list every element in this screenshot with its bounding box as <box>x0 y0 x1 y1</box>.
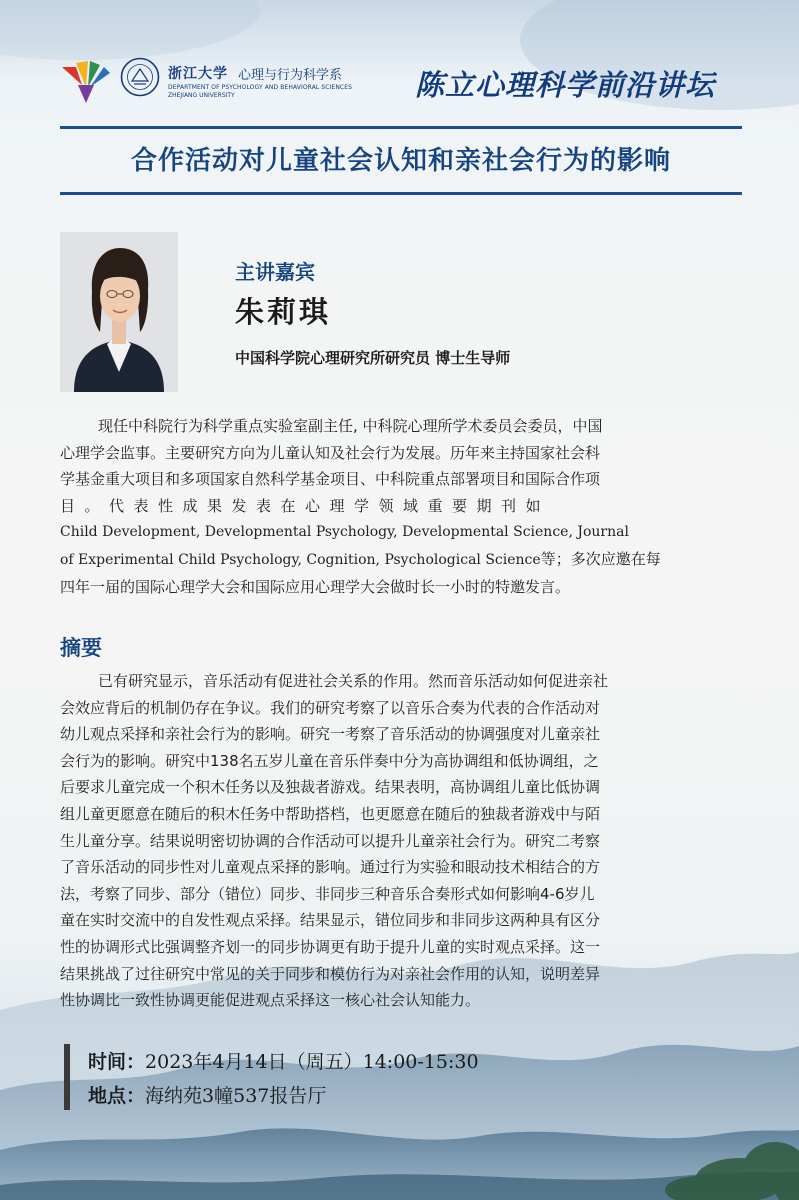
bio-line: 现任中科院行为科学重点实验室副主任, 中科院心理所学术委员会委员，中国 <box>98 417 603 435</box>
bio-journals: of Experimental Child Psychology, Cognition, Psychological Science <box>60 551 541 568</box>
speaker-name: 朱莉琪 <box>235 295 332 329</box>
university-name-en: ZHEJIANG UNIVERSITY <box>168 92 235 99</box>
university-name: 浙江大学 <box>168 66 228 82</box>
top-rule <box>60 126 742 129</box>
place-value: 海纳苑3幢537报告厅 <box>145 1085 327 1107</box>
place-label: 地点： <box>88 1085 146 1107</box>
department-name-cn: 心理与行为科学系 <box>238 68 343 83</box>
zju-seal-logo-icon <box>120 57 160 97</box>
event-time <box>88 1047 479 1074</box>
abstract-line: 结果挑战了过往研究中常见的关于同步和模仿行为对亲社会作用的认知，说明差异 <box>60 964 601 983</box>
abstract-line: 性的协调形式比强调整齐划一的同步协调更有助于提升儿童的实时观点采择。这一 <box>60 937 601 956</box>
event-info-bar <box>64 1044 70 1110</box>
abstract-line: 组儿童更愿意在随后的积木任务中帮助搭档，也更愿意在随后的独裁者游戏中与陌 <box>60 804 601 823</box>
abstract-line: 后要求儿童完成一个积木任务以及独裁者游戏。结果表明，高协调组儿童比低协调 <box>60 778 601 797</box>
abstract-line: 生儿童分享。结果说明密切协调的合作活动可以提升儿童亲社会行为。研究二考察 <box>60 831 601 850</box>
abstract-line: 会行为的影响。研究中138名五岁儿童在音乐伴奏中分为高协调组和低协调组，之 <box>60 751 599 770</box>
bio-line <box>60 546 742 574</box>
abstract-body <box>60 668 742 1014</box>
time-value: 2023年4月14日（周五）14:00-15:30 <box>145 1051 479 1073</box>
abstract-line: 了音乐活动的同步性对儿童观点采择的影响。通过行为实验和眼动技术相结合的方 <box>60 858 601 877</box>
bio-line: Child Development, Developmental Psychology, Developmental Science, Journal <box>60 524 629 541</box>
bio-line: 目。代表性成果发表在心理学领域重要期刊如 <box>60 496 551 515</box>
abstract-line: 已有研究显示，音乐活动有促进社会关系的作用。然而音乐活动如何促进亲社 <box>98 672 609 690</box>
abstract-line: 会效应背后的机制仍存在争议。我们的研究考察了以音乐合奏为代表的合作活动对 <box>60 698 601 717</box>
department-name-en: DEPARTMENT OF PSYCHOLOGY AND BEHAVIORAL SCIENCES <box>168 84 352 91</box>
lecture-title: 合作活动对儿童社会认知和亲社会行为的影响 <box>130 146 671 176</box>
bio-line: 学基金重大项目和多项国家自然科学基金项目、中科院重点部署项目和国际合作项 <box>60 470 601 489</box>
abstract-line: 性协调比一致性协调更能促进观点采择这一核心社会认知能力。 <box>60 991 481 1010</box>
speaker-bio <box>60 413 742 600</box>
bio-line: 四年一届的国际心理学大会和国际应用心理学大会做时长一小时的特邀发言。 <box>60 577 571 596</box>
speaker-photo <box>60 232 178 392</box>
speaker-position: 中国科学院心理研究所研究员 博士生导师 <box>235 349 511 367</box>
abstract-line: 童在实时交流中的自发性观点采择。结果显示，错位同步和非同步这两种具有区分 <box>60 911 601 930</box>
title-bottom-rule <box>60 192 742 195</box>
abstract-line: 法，考察了同步、部分（错位）同步、非同步三种音乐合奏形式如何影响4-6岁儿 <box>60 884 595 903</box>
forum-title: 陈立心理科学前沿讲坛 <box>415 68 716 102</box>
abstract-heading: 摘要 <box>60 636 102 660</box>
time-label: 时间： <box>88 1051 146 1073</box>
event-place <box>88 1081 326 1108</box>
header <box>60 55 750 110</box>
bio-text: 等；多次应邀在每 <box>540 549 661 568</box>
abstract-line: 幼儿观点采择和亲社会行为的影响。研究一考察了音乐活动的协调强度对儿童亲社 <box>60 725 601 744</box>
speaker-label: 主讲嘉宾 <box>235 260 315 284</box>
department-bird-logo-icon <box>60 59 112 105</box>
bio-line: 心理学会监事。主要研究方向为儿童认知及社会行为发展。历年来主持国家社会科 <box>60 443 601 462</box>
